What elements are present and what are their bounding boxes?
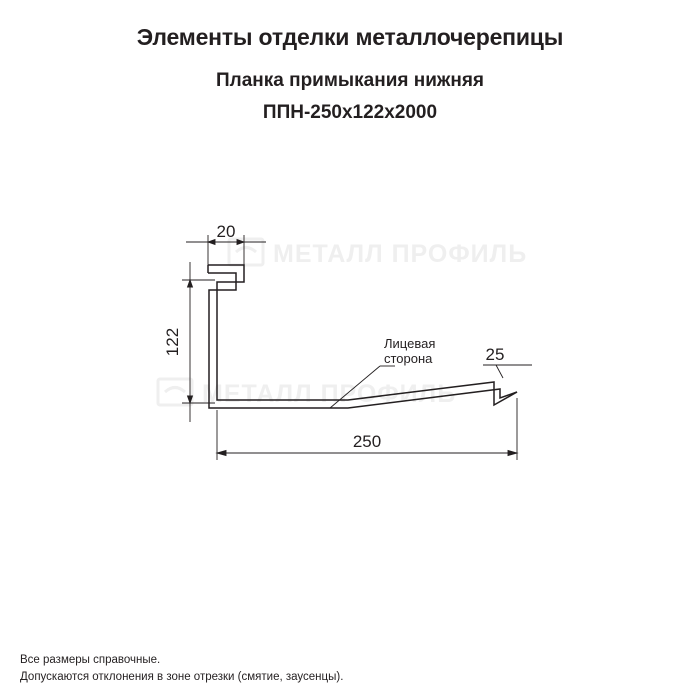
technical-drawing [0,170,700,550]
footer-notes [20,652,680,686]
footer-note-1: Все размеры справочные. [20,654,161,666]
svg-text:МЕТАЛЛ ПРОФИЛЬ: МЕТАЛЛ ПРОФИЛЬ [202,380,457,408]
title-block [0,22,700,126]
dimension-20-label: 20 [216,222,236,241]
drawing-svg [0,170,700,550]
dimension-250-label: 250 [352,432,382,451]
dimension-25 [483,365,532,378]
watermark-top [229,239,527,268]
footer-note-2: Допускаются отклонения в зоне отрезки (смятие, заусенцы). [20,671,344,683]
page-title: Элементы отделки металлочерепицы [136,24,564,50]
dimension-122-label: 122 [163,327,182,357]
watermark-bottom [158,379,456,408]
face-side-label-line2: сторона [384,351,433,366]
dimension-25-label: 25 [485,345,505,364]
product-name: Планка примыкания нижняя [215,70,485,91]
svg-text:МЕТАЛЛ ПРОФИЛЬ: МЕТАЛЛ ПРОФИЛЬ [273,240,528,268]
product-code: ППН-250x122x2000 [262,102,438,123]
face-side-label-line1: Лицевая [384,336,436,351]
